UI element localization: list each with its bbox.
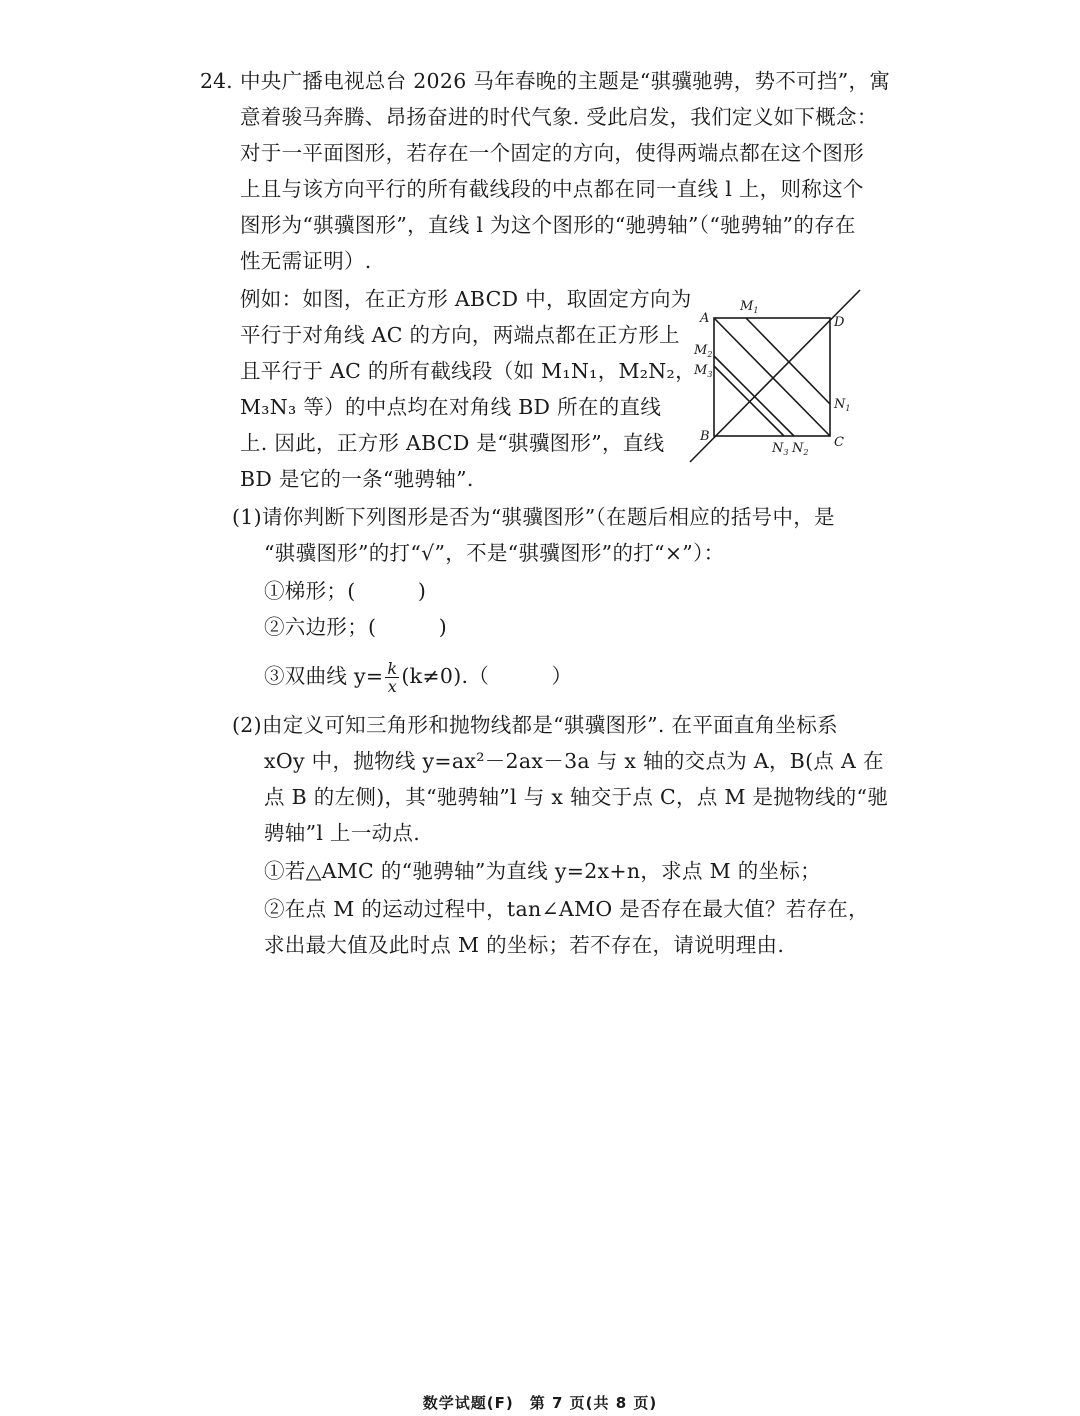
part2-line-2: xOy 中，抛物线 y=ax²－2ax－3a 与 x 轴的交点为 A，B(点 A 在 [264,749,884,773]
part2-line-3: 点 B 的左侧)，其“驰骋轴”l 与 x 轴交于点 C，点 M 是抛物线的“驰 [264,785,889,809]
example-line-3: 且平行于 AC 的所有截线段（如 M₁N₁，M₂N₂， [240,359,696,383]
label-n1: $N_1$ [834,397,851,413]
example-line-2: 平行于对角线 AC 的方向，两端点都在正方形上 [240,323,680,347]
label-n2: $N_2$ [792,441,809,457]
label-d: D [834,315,845,330]
hyperbola-suffix: (k≠0).（ ） [401,664,573,688]
part1-line-1: (1)请你判断下列图形是否为“骐骥图形”（在题后相应的括号中，是 [232,505,835,529]
intro-line-2: 意着骏马奔腾、昂扬奋进的时代气象. 受此启发，我们定义如下概念： [240,105,878,129]
example-line-4: M₃N₃ 等）的中点均在对角线 BD 所在的直线 [240,395,662,419]
label-n3: $N_3$ [772,441,789,457]
part2-line-1: (2)由定义可知三角形和抛物线都是“骐骥图形”. 在平面直角坐标系 [232,713,838,737]
label-m3: $M_3$ [694,363,713,379]
label-c: C [834,435,844,450]
hyperbola-prefix: ③双曲线 y= [264,664,384,688]
label-m2: $M_2$ [694,343,713,359]
part1-line-2: “骐骥图形”的打“√”，不是“骐骥图形”的打“×”）： [264,541,725,565]
example-line-1: 例如：如图，在正方形 ABCD 中，取固定方向为 [240,287,692,311]
part2-sub-2-line-1: ②在点 M 的运动过程中，tan∠AMO 是否存在最大值？若存在， [264,897,869,921]
part2-line-4: 骋轴”l 上一动点. [264,821,421,845]
intro-line-5: 图形为“骐骥图形”，直线 l 为这个图形的“驰骋轴”（“驰骋轴”的存在 [240,213,856,237]
page-footer: 数学试题(F) 第 7 页(共 8 页) [422,1394,658,1412]
part1-item-trapezoid: ①梯形；( ) [264,579,427,603]
intro-line-4: 上且与该方向平行的所有截线段的中点都在同一直线 l 上，则称这个 [240,177,864,201]
question-number: 24. [200,69,233,93]
fraction-denominator: x [387,677,398,696]
example-line-5: 上. 因此，正方形 ABCD 是“骐骥图形”，直线 [240,431,665,455]
intro-line-6: 性无需证明）. [240,249,372,273]
label-m1: $M_1$ [740,299,759,315]
label-b: B [700,429,710,444]
segment-m1n1 [746,318,830,404]
label-a: A [700,311,710,326]
part2-sub-1: ①若△AMC 的“驰骋轴”为直线 y=2x+n，求点 M 的坐标； [264,859,821,883]
part1-item-hyperbola [264,660,572,695]
hyperbola-fraction [385,660,399,695]
example-line-6: BD 是它的一条“驰骋轴”. [240,467,474,491]
fraction-numerator: k [387,659,398,678]
diagonal-ac [714,318,830,436]
intro-line-3: 对于一平面图形，若存在一个固定的方向，使得两端点都在这个图形 [240,141,864,165]
part1-item-hexagon: ②六边形；( ) [264,615,447,639]
intro-line-1: 中央广播电视总台 2026 马年春晚的主题是“骐骥驰骋，势不可挡”，寓 [240,69,891,93]
part2-sub-2-line-2: 求出最大值及此时点 M 的坐标；若不存在，请说明理由. [264,933,785,957]
square-figure [688,286,868,476]
